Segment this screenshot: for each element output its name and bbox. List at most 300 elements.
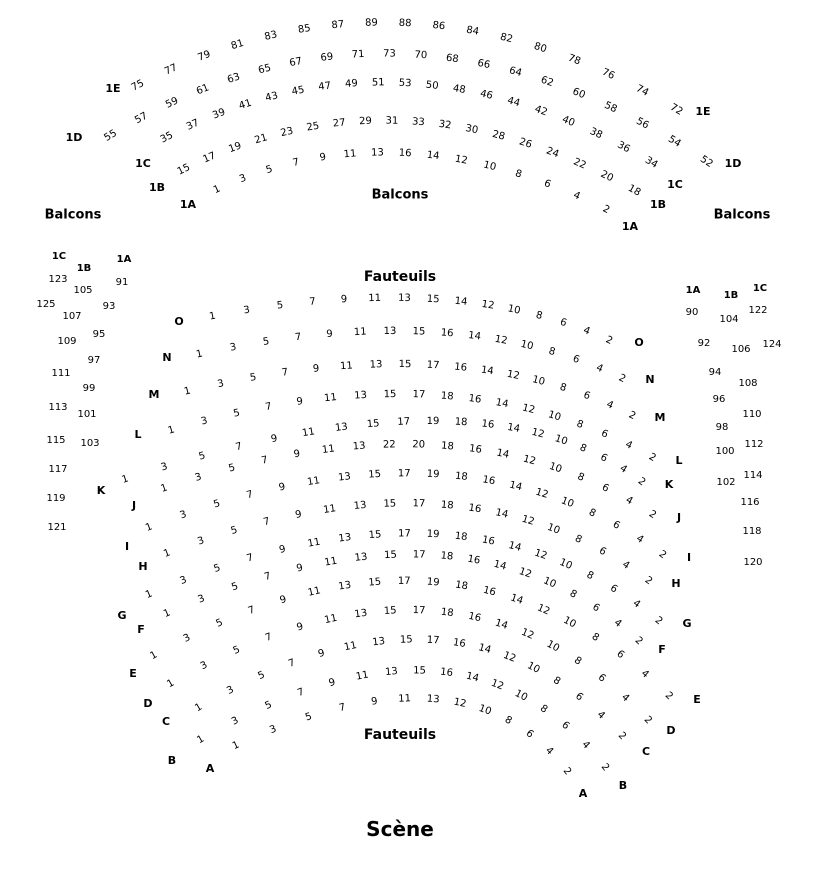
seat-balcony-1E-82[interactable]: 82 xyxy=(498,31,514,46)
seat-balcony-1C-53[interactable]: 53 xyxy=(398,77,412,90)
seat-orchestra-C-17[interactable]: 17 xyxy=(426,634,440,647)
seat-orchestra-O-6[interactable]: 6 xyxy=(558,316,569,330)
seat-orchestra-I-12[interactable]: 12 xyxy=(534,486,550,501)
seat-orchestra-B-11[interactable]: 11 xyxy=(355,669,370,683)
seat-orchestra-N-9[interactable]: 9 xyxy=(326,328,334,341)
seat-orchestra-K-7[interactable]: 7 xyxy=(234,441,244,454)
seat-balcony-1A-14[interactable]: 14 xyxy=(426,149,441,163)
seat-orchestra-K-8[interactable]: 8 xyxy=(578,442,589,455)
seat-balcony-1B-18[interactable]: 18 xyxy=(625,182,643,199)
seat-orchestra-L-7[interactable]: 7 xyxy=(264,401,273,414)
seat-side-left-1A-95[interactable]: 95 xyxy=(92,329,106,340)
seat-orchestra-C-15[interactable]: 15 xyxy=(399,634,413,646)
seat-orchestra-L-13[interactable]: 13 xyxy=(353,389,368,402)
seat-orchestra-L-8[interactable]: 8 xyxy=(574,418,585,431)
seat-orchestra-K-3[interactable]: 3 xyxy=(159,461,169,474)
seat-orchestra-M-10[interactable]: 10 xyxy=(530,374,547,388)
seat-orchestra-N-2[interactable]: 2 xyxy=(616,372,628,386)
seat-orchestra-F-7[interactable]: 7 xyxy=(263,570,273,583)
seat-orchestra-O-14[interactable]: 14 xyxy=(454,295,468,308)
seat-orchestra-F-6[interactable]: 6 xyxy=(590,601,602,615)
seat-orchestra-K-6[interactable]: 6 xyxy=(598,451,610,465)
seat-orchestra-L-18[interactable]: 18 xyxy=(440,390,455,403)
seat-orchestra-N-4[interactable]: 4 xyxy=(594,362,605,375)
seat-balcony-1A-3[interactable]: 3 xyxy=(238,172,248,186)
seat-orchestra-G-13[interactable]: 13 xyxy=(337,532,352,545)
seat-orchestra-L-14[interactable]: 14 xyxy=(494,397,510,411)
seat-balcony-1E-79[interactable]: 79 xyxy=(196,48,213,64)
seat-orchestra-I-9[interactable]: 9 xyxy=(277,481,287,494)
seat-orchestra-K-11[interactable]: 11 xyxy=(301,426,316,440)
seat-balcony-1D-58[interactable]: 58 xyxy=(602,99,619,116)
seat-orchestra-K-5[interactable]: 5 xyxy=(197,450,207,463)
seat-orchestra-K-12[interactable]: 12 xyxy=(530,426,546,441)
seat-orchestra-K-10[interactable]: 10 xyxy=(553,433,569,448)
seat-side-right-1A-92[interactable]: 92 xyxy=(697,338,711,349)
seat-orchestra-B-1[interactable]: 1 xyxy=(195,733,207,747)
seat-orchestra-G-2[interactable]: 2 xyxy=(652,614,665,628)
seat-orchestra-B-16[interactable]: 16 xyxy=(439,666,454,680)
seat-orchestra-E-15[interactable]: 15 xyxy=(368,576,382,589)
seat-balcony-1C-46[interactable]: 46 xyxy=(478,88,494,102)
seat-balcony-1C-48[interactable]: 48 xyxy=(451,83,467,97)
seat-orchestra-O-13[interactable]: 13 xyxy=(397,292,411,304)
seat-orchestra-E-9[interactable]: 9 xyxy=(278,594,288,607)
seat-side-left-1B-121[interactable]: 121 xyxy=(47,522,67,533)
seat-balcony-1A-1[interactable]: 1 xyxy=(211,183,223,197)
seat-orchestra-D-6[interactable]: 6 xyxy=(595,672,608,685)
seat-orchestra-M-14[interactable]: 14 xyxy=(480,364,495,378)
seat-orchestra-G-17[interactable]: 17 xyxy=(398,528,411,540)
seat-orchestra-A-5[interactable]: 5 xyxy=(303,711,314,724)
seat-orchestra-I-6[interactable]: 6 xyxy=(610,519,622,532)
seat-orchestra-H-3[interactable]: 3 xyxy=(196,535,206,548)
seat-orchestra-A-7[interactable]: 7 xyxy=(338,701,347,715)
seat-orchestra-O-1[interactable]: 1 xyxy=(208,310,217,323)
seat-balcony-1D-57[interactable]: 57 xyxy=(133,110,150,127)
seat-orchestra-M-4[interactable]: 4 xyxy=(604,398,615,412)
seat-balcony-1A-2[interactable]: 2 xyxy=(600,203,612,217)
seat-orchestra-F-15[interactable]: 15 xyxy=(383,549,398,562)
seat-orchestra-H-2[interactable]: 2 xyxy=(642,574,655,588)
seat-orchestra-D-13[interactable]: 13 xyxy=(353,607,368,621)
seat-balcony-1B-20[interactable]: 20 xyxy=(598,168,616,185)
seat-orchestra-I-16[interactable]: 16 xyxy=(481,474,497,488)
seat-orchestra-B-12[interactable]: 12 xyxy=(489,677,506,693)
seat-orchestra-I-3[interactable]: 3 xyxy=(178,508,189,522)
seat-orchestra-G-3[interactable]: 3 xyxy=(178,574,189,588)
seat-orchestra-M-6[interactable]: 6 xyxy=(581,389,592,403)
seat-balcony-1B-25[interactable]: 25 xyxy=(305,120,321,134)
seat-side-left-1A-97[interactable]: 97 xyxy=(87,355,101,366)
seat-balcony-1B-22[interactable]: 22 xyxy=(571,156,588,172)
seat-balcony-1C-36[interactable]: 36 xyxy=(615,139,632,156)
seat-orchestra-F-5[interactable]: 5 xyxy=(230,580,240,594)
seat-side-left-1B-109[interactable]: 109 xyxy=(57,336,77,347)
seat-orchestra-I-1[interactable]: 1 xyxy=(144,521,155,534)
seat-orchestra-J-3[interactable]: 3 xyxy=(193,471,204,484)
seat-orchestra-J-8[interactable]: 8 xyxy=(575,471,586,484)
seat-balcony-1D-52[interactable]: 52 xyxy=(698,153,715,171)
seat-side-left-1A-101[interactable]: 101 xyxy=(77,409,97,420)
seat-balcony-1C-38[interactable]: 38 xyxy=(587,126,605,142)
seat-orchestra-M-16[interactable]: 16 xyxy=(453,361,468,374)
seat-orchestra-O-2[interactable]: 2 xyxy=(603,334,615,348)
seat-orchestra-J-7[interactable]: 7 xyxy=(260,454,270,467)
seat-orchestra-D-8[interactable]: 8 xyxy=(571,654,584,668)
seat-orchestra-I-14[interactable]: 14 xyxy=(508,479,524,494)
seat-orchestra-I-11[interactable]: 11 xyxy=(306,475,321,489)
seat-orchestra-H-9[interactable]: 9 xyxy=(294,508,303,521)
seat-orchestra-G-18[interactable]: 18 xyxy=(454,530,469,544)
seat-orchestra-K-13[interactable]: 13 xyxy=(334,421,349,435)
seat-orchestra-B-13[interactable]: 13 xyxy=(384,666,399,679)
seat-orchestra-M-9[interactable]: 9 xyxy=(312,363,320,375)
seat-balcony-1D-54[interactable]: 54 xyxy=(666,133,683,150)
seat-orchestra-C-3[interactable]: 3 xyxy=(225,684,236,697)
seat-orchestra-E-5[interactable]: 5 xyxy=(214,617,225,630)
seat-orchestra-G-16[interactable]: 16 xyxy=(481,534,496,548)
seat-orchestra-G-11[interactable]: 11 xyxy=(306,536,322,550)
seat-orchestra-D-17[interactable]: 17 xyxy=(412,605,426,617)
seat-orchestra-A-11[interactable]: 11 xyxy=(398,693,412,705)
seat-side-left-1B-111[interactable]: 111 xyxy=(51,368,71,379)
seat-side-left-1B-105[interactable]: 105 xyxy=(73,285,93,296)
seat-balcony-1C-50[interactable]: 50 xyxy=(425,79,440,92)
seat-orchestra-G-14[interactable]: 14 xyxy=(507,540,523,554)
seat-balcony-1A-7[interactable]: 7 xyxy=(291,156,301,169)
seat-orchestra-G-10[interactable]: 10 xyxy=(557,556,574,573)
seat-orchestra-E-14[interactable]: 14 xyxy=(508,592,525,607)
seat-balcony-1C-37[interactable]: 37 xyxy=(184,117,201,133)
seat-orchestra-H-10[interactable]: 10 xyxy=(545,521,562,537)
seat-orchestra-H-18[interactable]: 18 xyxy=(440,499,455,512)
seat-orchestra-C-2[interactable]: 2 xyxy=(615,730,629,743)
seat-balcony-1D-59[interactable]: 59 xyxy=(163,95,181,111)
seat-orchestra-G-8[interactable]: 8 xyxy=(584,569,596,583)
seat-orchestra-B-15[interactable]: 15 xyxy=(413,665,426,677)
seat-balcony-1C-43[interactable]: 43 xyxy=(264,90,280,105)
seat-orchestra-G-6[interactable]: 6 xyxy=(608,582,620,596)
seat-balcony-1A-12[interactable]: 12 xyxy=(454,153,469,167)
seat-orchestra-C-14[interactable]: 14 xyxy=(477,642,493,657)
seat-orchestra-C-5[interactable]: 5 xyxy=(256,669,267,683)
seat-balcony-1B-27[interactable]: 27 xyxy=(332,117,347,130)
seat-orchestra-E-17[interactable]: 17 xyxy=(397,575,411,587)
seat-orchestra-J-16[interactable]: 16 xyxy=(468,443,483,456)
seat-balcony-1D-69[interactable]: 69 xyxy=(319,51,334,64)
seat-orchestra-O-11[interactable]: 11 xyxy=(368,292,382,305)
seat-orchestra-J-4[interactable]: 4 xyxy=(623,494,635,508)
seat-orchestra-C-13[interactable]: 13 xyxy=(371,635,386,649)
seat-orchestra-E-3[interactable]: 3 xyxy=(181,632,193,645)
seat-orchestra-F-2[interactable]: 2 xyxy=(632,634,645,648)
seat-orchestra-N-11[interactable]: 11 xyxy=(353,326,367,339)
seat-balcony-1E-87[interactable]: 87 xyxy=(331,19,345,32)
seat-orchestra-H-12[interactable]: 12 xyxy=(520,513,536,528)
seat-balcony-1C-40[interactable]: 40 xyxy=(560,114,577,130)
seat-balcony-1D-68[interactable]: 68 xyxy=(445,52,460,66)
seat-orchestra-B-9[interactable]: 9 xyxy=(327,676,337,690)
seat-orchestra-B-8[interactable]: 8 xyxy=(537,703,550,716)
seat-orchestra-L-2[interactable]: 2 xyxy=(646,451,658,465)
seat-balcony-1D-65[interactable]: 65 xyxy=(257,62,273,77)
seat-balcony-1E-75[interactable]: 75 xyxy=(129,77,147,94)
seat-balcony-1C-44[interactable]: 44 xyxy=(505,95,522,110)
seat-orchestra-D-3[interactable]: 3 xyxy=(198,659,210,673)
seat-side-left-1A-91[interactable]: 91 xyxy=(115,277,129,288)
seat-balcony-1D-71[interactable]: 71 xyxy=(351,48,365,61)
seat-orchestra-M-13[interactable]: 13 xyxy=(369,359,383,371)
seat-orchestra-I-19[interactable]: 19 xyxy=(426,468,440,481)
seat-orchestra-N-7[interactable]: 7 xyxy=(294,331,303,344)
seat-balcony-1B-24[interactable]: 24 xyxy=(544,145,561,161)
seat-balcony-1B-15[interactable]: 15 xyxy=(175,162,193,178)
seat-orchestra-C-9[interactable]: 9 xyxy=(316,647,327,661)
seat-orchestra-C-16[interactable]: 16 xyxy=(452,637,467,651)
seat-orchestra-H-1[interactable]: 1 xyxy=(162,547,173,560)
seat-orchestra-F-11[interactable]: 11 xyxy=(323,555,339,569)
seat-orchestra-B-10[interactable]: 10 xyxy=(512,688,530,704)
seat-side-right-1B-112[interactable]: 112 xyxy=(744,439,764,450)
seat-orchestra-O-4[interactable]: 4 xyxy=(581,324,592,338)
seat-orchestra-E-13[interactable]: 13 xyxy=(337,579,352,593)
seat-orchestra-N-3[interactable]: 3 xyxy=(229,341,238,354)
seat-orchestra-M-2[interactable]: 2 xyxy=(626,409,638,423)
seat-orchestra-H-4[interactable]: 4 xyxy=(620,559,632,572)
seat-balcony-1E-86[interactable]: 86 xyxy=(431,19,446,33)
seat-side-left-1B-107[interactable]: 107 xyxy=(62,311,82,322)
seat-orchestra-O-9[interactable]: 9 xyxy=(340,294,348,306)
seat-orchestra-F-12[interactable]: 12 xyxy=(517,566,534,581)
seat-balcony-1A-13[interactable]: 13 xyxy=(370,147,384,159)
seat-orchestra-D-12[interactable]: 12 xyxy=(519,626,536,642)
seat-orchestra-L-17[interactable]: 17 xyxy=(412,389,426,401)
seat-balcony-1D-66[interactable]: 66 xyxy=(476,57,492,72)
seat-orchestra-N-16[interactable]: 16 xyxy=(440,327,454,340)
seat-orchestra-C-6[interactable]: 6 xyxy=(573,690,585,704)
seat-orchestra-N-13[interactable]: 13 xyxy=(383,325,397,338)
seat-orchestra-I-10[interactable]: 10 xyxy=(559,495,576,511)
seat-orchestra-C-10[interactable]: 10 xyxy=(525,660,542,676)
seat-orchestra-A-3[interactable]: 3 xyxy=(268,723,279,737)
seat-orchestra-C-8[interactable]: 8 xyxy=(550,674,563,688)
seat-orchestra-H-6[interactable]: 6 xyxy=(597,545,608,559)
seat-side-right-1A-102[interactable]: 102 xyxy=(716,477,736,488)
seat-orchestra-M-11[interactable]: 11 xyxy=(339,360,354,373)
seat-balcony-1A-4[interactable]: 4 xyxy=(571,189,582,203)
seat-orchestra-J-18[interactable]: 18 xyxy=(440,440,455,453)
seat-orchestra-K-1[interactable]: 1 xyxy=(120,473,130,486)
seat-balcony-1B-33[interactable]: 33 xyxy=(411,116,426,129)
seat-orchestra-M-1[interactable]: 1 xyxy=(183,385,192,398)
seat-orchestra-F-4[interactable]: 4 xyxy=(611,617,624,630)
seat-side-right-1B-108[interactable]: 108 xyxy=(738,378,758,389)
seat-balcony-1B-19[interactable]: 19 xyxy=(227,140,244,156)
seat-orchestra-O-5[interactable]: 5 xyxy=(276,299,284,312)
seat-orchestra-F-8[interactable]: 8 xyxy=(567,588,579,601)
seat-balcony-1D-67[interactable]: 67 xyxy=(288,55,304,70)
seat-orchestra-C-4[interactable]: 4 xyxy=(594,709,607,722)
seat-orchestra-L-5[interactable]: 5 xyxy=(232,407,242,420)
seat-orchestra-B-3[interactable]: 3 xyxy=(229,714,241,728)
seat-orchestra-J-14[interactable]: 14 xyxy=(495,447,511,461)
seat-balcony-1C-49[interactable]: 49 xyxy=(344,78,359,90)
seat-balcony-1E-84[interactable]: 84 xyxy=(465,24,480,38)
seat-orchestra-F-3[interactable]: 3 xyxy=(196,593,207,606)
seat-balcony-1B-21[interactable]: 21 xyxy=(253,132,269,147)
seat-balcony-1A-5[interactable]: 5 xyxy=(264,163,275,177)
seat-orchestra-M-12[interactable]: 12 xyxy=(505,368,521,383)
seat-orchestra-K-14[interactable]: 14 xyxy=(506,421,521,435)
seat-side-right-1B-120[interactable]: 120 xyxy=(743,557,763,568)
seat-orchestra-K-17[interactable]: 17 xyxy=(397,416,411,428)
seat-orchestra-J-10[interactable]: 10 xyxy=(547,460,564,476)
seat-orchestra-M-3[interactable]: 3 xyxy=(216,378,225,391)
seat-orchestra-L-10[interactable]: 10 xyxy=(546,409,563,424)
seat-balcony-1C-41[interactable]: 41 xyxy=(237,97,254,113)
seat-orchestra-G-12[interactable]: 12 xyxy=(532,547,549,563)
seat-orchestra-L-15[interactable]: 15 xyxy=(383,389,397,401)
seat-orchestra-D-9[interactable]: 9 xyxy=(295,621,305,634)
seat-balcony-1A-10[interactable]: 10 xyxy=(482,159,498,174)
seat-orchestra-J-9[interactable]: 9 xyxy=(292,448,301,461)
seat-balcony-1E-85[interactable]: 85 xyxy=(297,22,312,36)
seat-orchestra-L-6[interactable]: 6 xyxy=(599,428,610,441)
seat-orchestra-L-3[interactable]: 3 xyxy=(199,415,209,428)
seat-orchestra-N-8[interactable]: 8 xyxy=(547,345,557,359)
seat-orchestra-A-4[interactable]: 4 xyxy=(543,745,556,758)
seat-balcony-1B-31[interactable]: 31 xyxy=(385,115,399,127)
seat-orchestra-G-19[interactable]: 19 xyxy=(426,528,440,541)
seat-side-right-1A-96[interactable]: 96 xyxy=(712,394,726,405)
seat-orchestra-D-1[interactable]: 1 xyxy=(165,677,177,691)
seat-orchestra-F-16[interactable]: 16 xyxy=(466,553,482,567)
seat-side-left-1A-103[interactable]: 103 xyxy=(80,438,100,449)
seat-balcony-1A-8[interactable]: 8 xyxy=(513,168,524,181)
seat-orchestra-K-15[interactable]: 15 xyxy=(366,418,381,431)
seat-balcony-1E-72[interactable]: 72 xyxy=(667,101,685,118)
seat-orchestra-H-8[interactable]: 8 xyxy=(573,533,584,546)
seat-balcony-1B-28[interactable]: 28 xyxy=(490,128,507,143)
seat-orchestra-E-4[interactable]: 4 xyxy=(638,668,651,681)
seat-balcony-1D-55[interactable]: 55 xyxy=(102,127,120,144)
seat-orchestra-I-15[interactable]: 15 xyxy=(368,468,382,481)
seat-side-left-1C-125[interactable]: 125 xyxy=(36,299,56,310)
seat-orchestra-J-22[interactable]: 22 xyxy=(382,439,396,451)
seat-orchestra-M-15[interactable]: 15 xyxy=(398,359,412,371)
seat-orchestra-L-12[interactable]: 12 xyxy=(521,402,537,417)
seat-side-left-1B-113[interactable]: 113 xyxy=(48,402,68,413)
seat-balcony-1E-78[interactable]: 78 xyxy=(566,52,583,68)
seat-orchestra-E-10[interactable]: 10 xyxy=(561,614,578,631)
seat-orchestra-B-2[interactable]: 2 xyxy=(598,761,612,774)
seat-orchestra-B-5[interactable]: 5 xyxy=(263,699,274,712)
seat-balcony-1D-70[interactable]: 70 xyxy=(414,49,428,62)
seat-balcony-1D-73[interactable]: 73 xyxy=(383,48,396,60)
seat-balcony-1D-60[interactable]: 60 xyxy=(570,86,587,102)
seat-side-left-1A-93[interactable]: 93 xyxy=(102,301,116,312)
seat-orchestra-D-14[interactable]: 14 xyxy=(493,617,510,632)
seat-side-left-1B-117[interactable]: 117 xyxy=(48,464,68,475)
seat-balcony-1B-26[interactable]: 26 xyxy=(517,136,534,151)
seat-orchestra-O-3[interactable]: 3 xyxy=(242,304,251,317)
seat-orchestra-O-12[interactable]: 12 xyxy=(480,298,496,312)
seat-side-right-1B-118[interactable]: 118 xyxy=(742,526,762,537)
seat-orchestra-H-11[interactable]: 11 xyxy=(322,503,337,516)
seat-orchestra-F-17[interactable]: 17 xyxy=(412,549,426,561)
seat-orchestra-J-2[interactable]: 2 xyxy=(646,508,659,522)
seat-orchestra-N-12[interactable]: 12 xyxy=(493,333,509,347)
seat-orchestra-L-11[interactable]: 11 xyxy=(323,392,338,405)
seat-orchestra-D-11[interactable]: 11 xyxy=(323,612,339,627)
seat-side-right-1B-110[interactable]: 110 xyxy=(742,409,762,420)
seat-orchestra-F-9[interactable]: 9 xyxy=(295,562,305,575)
seat-balcony-1E-81[interactable]: 81 xyxy=(229,37,246,53)
seat-side-right-1A-94[interactable]: 94 xyxy=(708,367,722,378)
seat-orchestra-D-10[interactable]: 10 xyxy=(544,638,562,655)
seat-balcony-1D-62[interactable]: 62 xyxy=(539,74,555,90)
seat-orchestra-E-2[interactable]: 2 xyxy=(662,690,675,703)
seat-orchestra-E-12[interactable]: 12 xyxy=(535,602,552,618)
seat-orchestra-H-15[interactable]: 15 xyxy=(383,498,397,510)
seat-orchestra-O-7[interactable]: 7 xyxy=(308,296,317,308)
seat-orchestra-N-6[interactable]: 6 xyxy=(571,353,581,366)
seat-side-left-1B-115[interactable]: 115 xyxy=(46,435,66,446)
seat-orchestra-E-18[interactable]: 18 xyxy=(454,579,469,593)
seat-orchestra-K-19[interactable]: 19 xyxy=(426,415,440,428)
seat-orchestra-H-5[interactable]: 5 xyxy=(229,524,239,538)
seat-balcony-1D-56[interactable]: 56 xyxy=(634,115,651,132)
seat-orchestra-B-7[interactable]: 7 xyxy=(296,686,306,700)
seat-orchestra-C-1[interactable]: 1 xyxy=(193,701,205,715)
seat-orchestra-J-11[interactable]: 11 xyxy=(321,443,336,456)
seat-balcony-1E-76[interactable]: 76 xyxy=(600,66,617,82)
seat-orchestra-K-9[interactable]: 9 xyxy=(270,433,279,446)
seat-orchestra-A-2[interactable]: 2 xyxy=(560,765,574,778)
seat-orchestra-I-13[interactable]: 13 xyxy=(337,471,352,484)
seat-side-right-1B-106[interactable]: 106 xyxy=(731,344,751,355)
seat-orchestra-K-18[interactable]: 18 xyxy=(454,416,468,429)
seat-orchestra-H-7[interactable]: 7 xyxy=(262,515,272,529)
seat-side-left-1A-99[interactable]: 99 xyxy=(82,383,96,394)
seat-side-right-1B-104[interactable]: 104 xyxy=(719,314,739,325)
seat-orchestra-G-15[interactable]: 15 xyxy=(368,529,382,542)
seat-orchestra-K-16[interactable]: 16 xyxy=(480,418,495,431)
seat-orchestra-H-16[interactable]: 16 xyxy=(467,502,482,516)
seat-orchestra-M-8[interactable]: 8 xyxy=(558,381,568,395)
seat-balcony-1C-34[interactable]: 34 xyxy=(642,154,660,171)
seat-side-right-1A-100[interactable]: 100 xyxy=(715,446,735,457)
seat-balcony-1C-45[interactable]: 45 xyxy=(290,84,306,98)
seat-orchestra-N-15[interactable]: 15 xyxy=(412,326,426,338)
seat-orchestra-F-10[interactable]: 10 xyxy=(541,575,558,591)
seat-balcony-1B-32[interactable]: 32 xyxy=(437,118,453,132)
seat-orchestra-N-5[interactable]: 5 xyxy=(262,336,271,348)
seat-orchestra-C-12[interactable]: 12 xyxy=(501,649,518,665)
seat-orchestra-I-2[interactable]: 2 xyxy=(656,548,669,562)
seat-balcony-1B-29[interactable]: 29 xyxy=(358,115,373,128)
seat-balcony-1E-80[interactable]: 80 xyxy=(532,40,548,56)
seat-balcony-1D-61[interactable]: 61 xyxy=(194,82,211,98)
seat-orchestra-J-1[interactable]: 1 xyxy=(159,482,169,495)
seat-orchestra-J-20[interactable]: 20 xyxy=(412,439,426,451)
seat-orchestra-K-4[interactable]: 4 xyxy=(617,463,629,476)
seat-orchestra-J-5[interactable]: 5 xyxy=(227,462,237,475)
seat-side-right-1C-122[interactable]: 122 xyxy=(748,305,768,316)
seat-orchestra-I-18[interactable]: 18 xyxy=(454,470,469,484)
seat-orchestra-I-17[interactable]: 17 xyxy=(397,468,411,480)
